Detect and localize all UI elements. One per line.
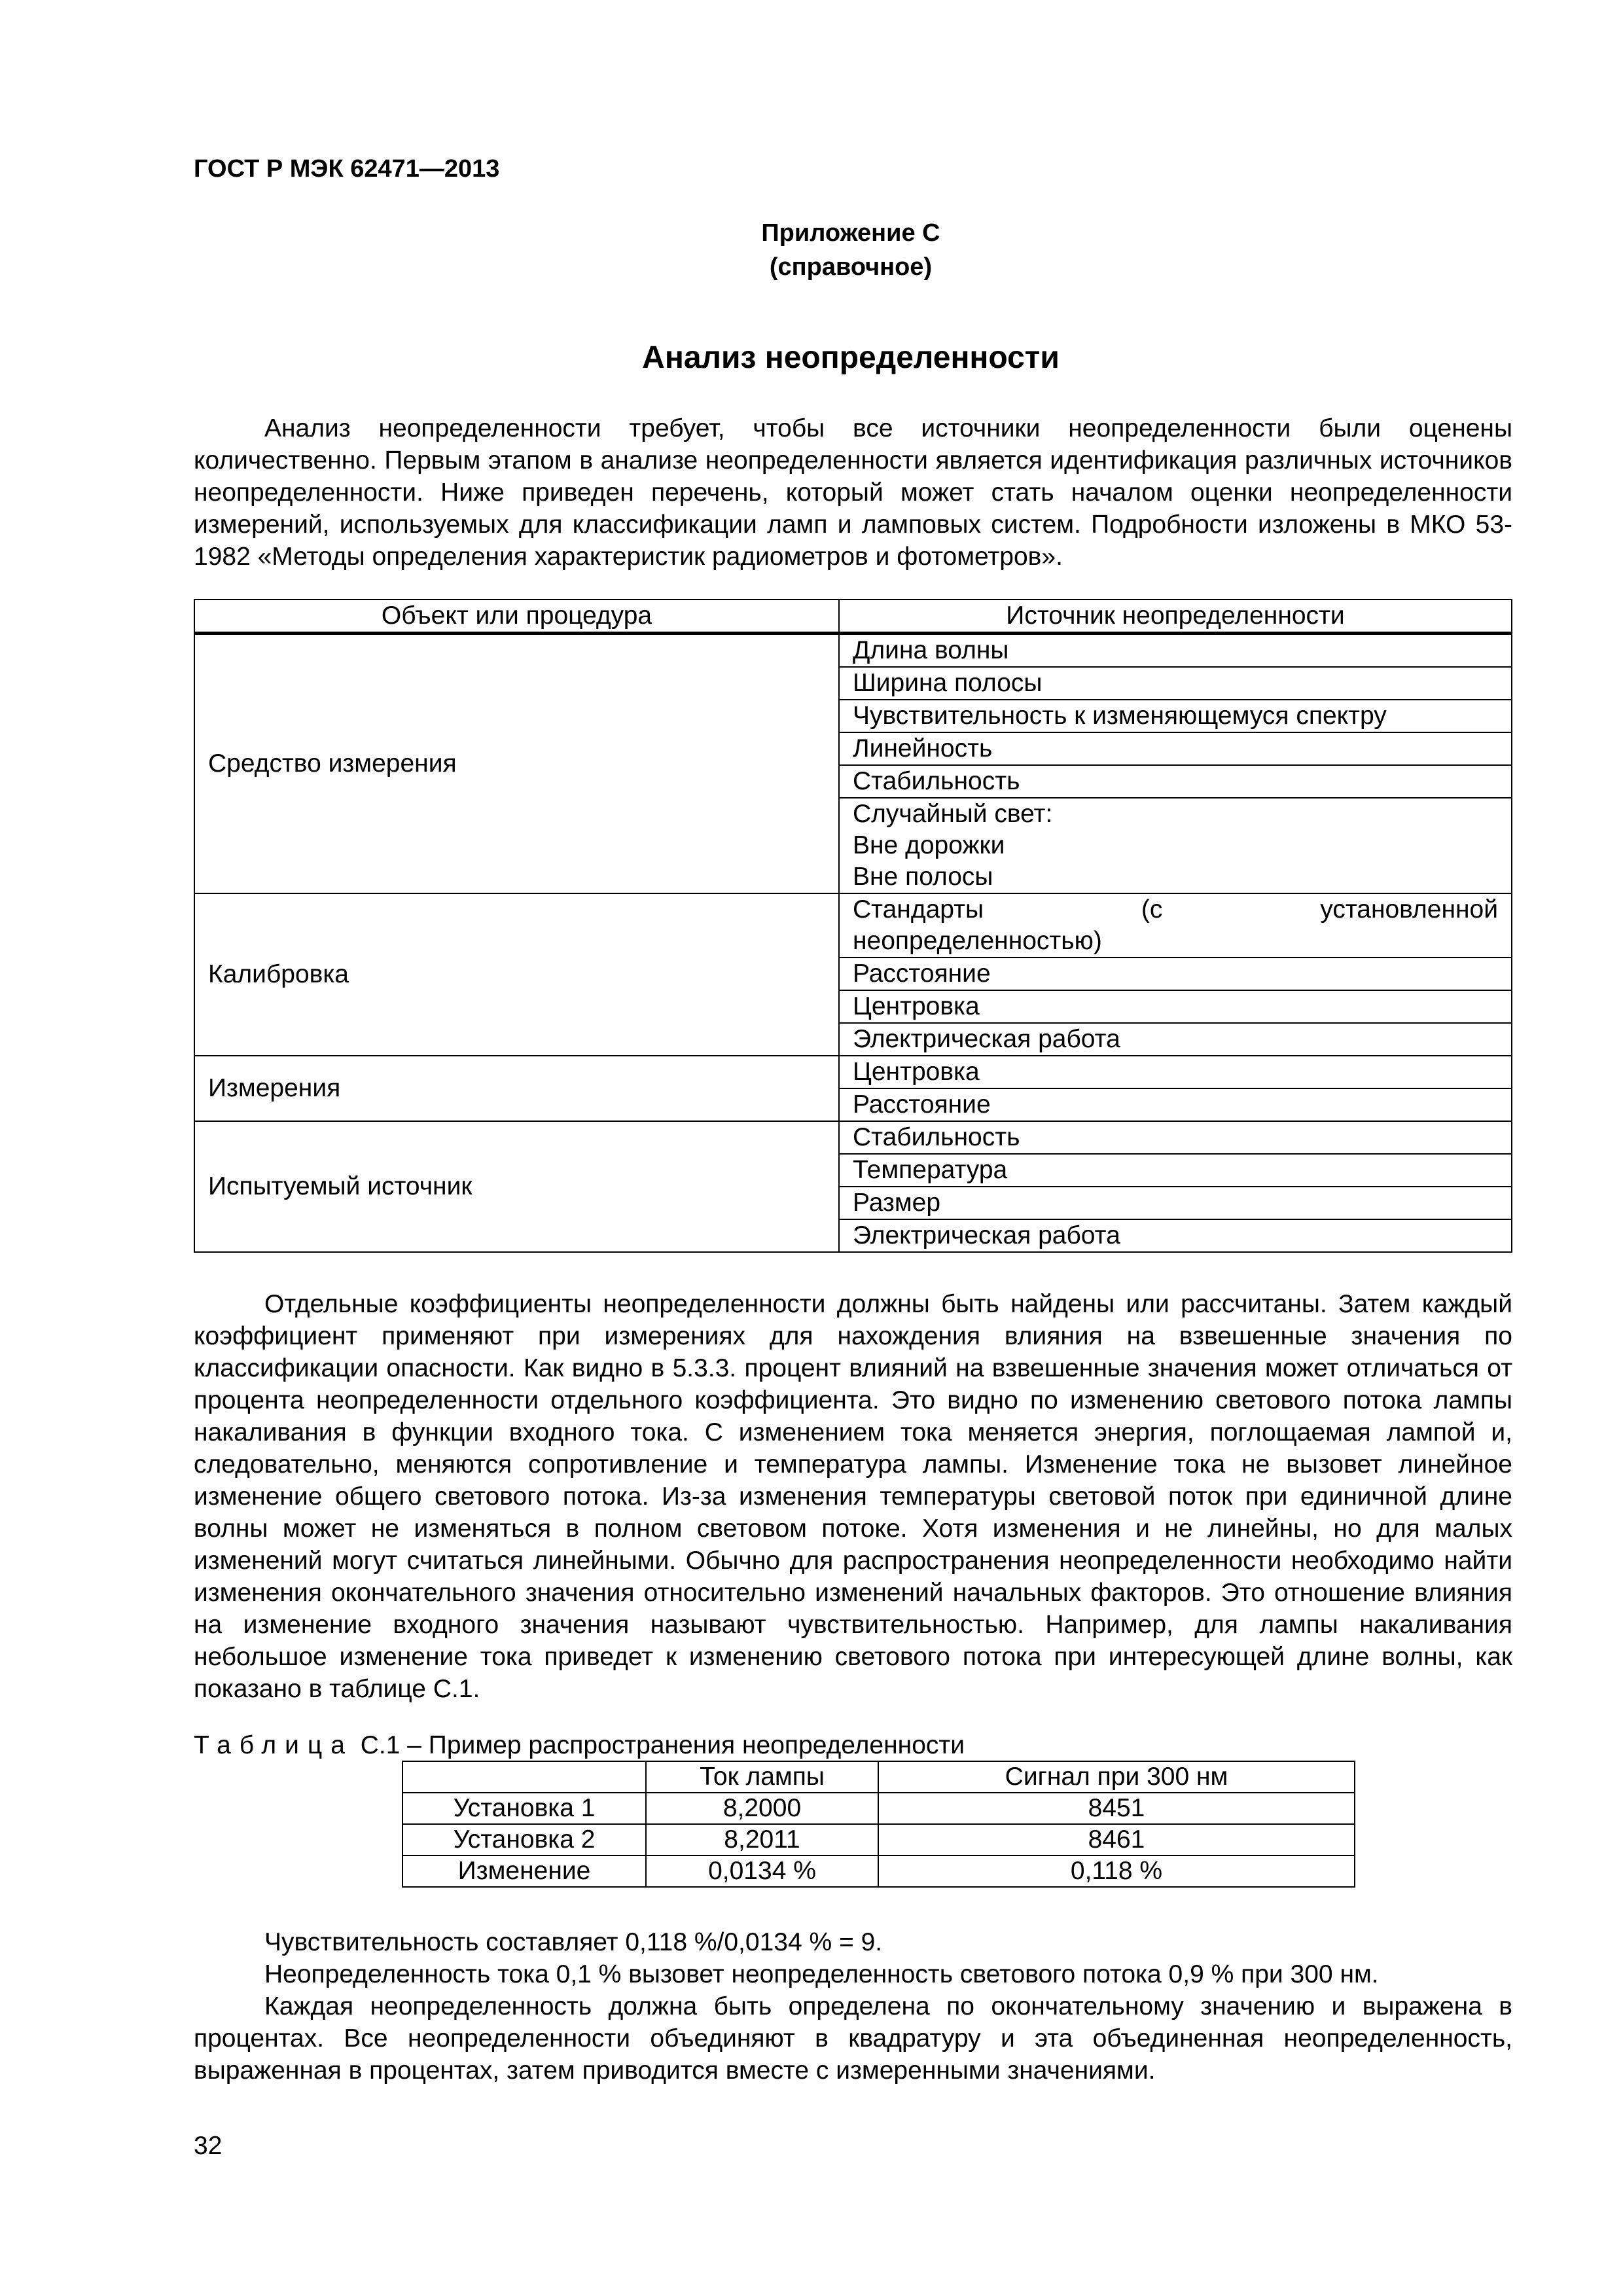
source-cell-stray-light: [839, 798, 1512, 893]
signal-value: 8461: [878, 1824, 1355, 1856]
source-line: неопределенностью): [853, 927, 1102, 955]
source-line: Стандарты (с установленной: [853, 895, 1498, 924]
source-cell: Чувствительность к изменяющемуся спектру: [839, 700, 1512, 732]
lamp-current-value: 0,0134 %: [646, 1856, 878, 1887]
conclusion-paragraphs: [194, 1926, 1512, 2087]
table-row: [194, 634, 1512, 668]
row-label: Установка 1: [402, 1793, 646, 1824]
column-header-lamp-current: Ток лампы: [646, 1761, 878, 1793]
table-row: [194, 893, 1512, 958]
combined-uncertainty-text: Каждая неопределенность должна быть определена по окончательному значению и выражена в процентах. Все неопределенности объединяют в квадратуру и эта объединенная неопределенность, выраженная в процентах, затем приводится вместе с измеренными значениями.: [194, 1992, 1512, 2085]
table-header-row: [194, 600, 1512, 634]
source-cell-standards: [839, 893, 1512, 958]
column-header-signal: Сигнал при 300 нм: [878, 1761, 1355, 1793]
caption-text: С.1 – Пример распространения неопределенности: [353, 1731, 965, 1759]
source-cell: Ширина полосы: [839, 667, 1512, 700]
lamp-current-value: 8,2000: [646, 1793, 878, 1824]
table-header-row: [402, 1761, 1355, 1793]
table-c1: [402, 1761, 1355, 1888]
annex-label: Приложение С: [761, 219, 940, 247]
document-code: ГОСТ Р МЭК 62471—2013: [194, 155, 500, 183]
intro-text: Анализ неопределенности требует, чтобы все источники неопределенности были оценены количественно. Первым этапом в анализе неопределенности является идентификация различных источников неопределенности. Ниже приведен перечень, который может стать началом оценки неопределенности измерений, используемых для классификации ламп и ламповых систем. Подробности изложены в МКО 53-1982 «Методы определения характеристик радиометров и фотометров».: [194, 414, 1512, 571]
sensitivity-line: Чувствительность составляет 0,118 %/0,0134 % = 9.: [264, 1928, 883, 1956]
current-uncertainty-line: Неопределенность тока 0,1 % вызовет неопределенность светового потока 0,9 % при 300 нм.: [264, 1960, 1379, 1988]
table-c1-caption: [194, 1729, 965, 1761]
source-cell: Температура: [839, 1154, 1512, 1187]
source-line: Вне дорожки: [853, 831, 1005, 859]
column-header-empty: [402, 1761, 646, 1793]
signal-value: 0,118 %: [878, 1856, 1355, 1887]
object-cell: Средство измерения: [194, 634, 839, 894]
table-row: [402, 1793, 1355, 1824]
table-row: [194, 1056, 1512, 1088]
source-cell: Расстояние: [839, 1088, 1512, 1121]
column-header-source: Источник неопределенности: [839, 600, 1512, 634]
lamp-current-value: 8,2011: [646, 1824, 878, 1856]
source-cell: Стабильность: [839, 765, 1512, 798]
source-cell: Центровка: [839, 1056, 1512, 1088]
table-row: [402, 1824, 1355, 1856]
body-paragraph: [194, 1288, 1512, 1705]
source-cell: Линейность: [839, 732, 1512, 765]
object-cell: Измерения: [194, 1056, 839, 1121]
page-title: Анализ неопределенности: [642, 340, 1060, 375]
caption-label: Таблица: [194, 1731, 353, 1759]
source-cell: Стабильность: [839, 1121, 1512, 1154]
annex-type: (справочное): [769, 253, 933, 281]
body-text: Отдельные коэффициенты неопределенности должны быть найдены или рассчитаны. Затем каждый коэффициент применяют при измерениях для нахождения влияния на взвешенные значения по классификации опасности. Как видно в 5.3.3. процент влияний на взвешенные значения может отличаться от процента неопределенности отдельного коэффициента. Это видно по изменению светового потока лампы накаливания в функции входного тока. С изменением тока меняется энергия, поглощаемая лампой и, следовательно, меняются сопротивление и температура лампы. Изменение тока не вызовет линейное изменение общего светового потока. Из-за изменения температуры световой поток при единичной длине волны может не изменяться в полном световом потоке. Хотя изменения и не линейны, но для малых изменений могут считаться линейными. Обычно для распространения неопределенности необходимо найти изменения окончательного значения относительно изменений начальных факторов. Это отношение влияния на изменение входного значения называют чувствительностью. Например, для лампы накаливания небольшое изменение тока приведет к изменению светового потока при интересующей длине волны, как показано в таблице С.1.: [194, 1290, 1512, 1703]
object-cell: Калибровка: [194, 893, 839, 1056]
source-cell: Расстояние: [839, 958, 1512, 990]
column-header-object: Объект или процедура: [194, 600, 839, 634]
source-line: Случайный свет:: [853, 800, 1053, 828]
source-cell: Размер: [839, 1187, 1512, 1219]
row-label: Установка 2: [402, 1824, 646, 1856]
signal-value: 8451: [878, 1793, 1355, 1824]
page-number: 32: [194, 2132, 223, 2160]
source-cell: Электрическая работа: [839, 1023, 1512, 1056]
source-cell: Центровка: [839, 990, 1512, 1023]
table-row: [194, 1121, 1512, 1154]
uncertainty-sources-table: [194, 599, 1512, 1253]
table-row: [402, 1856, 1355, 1887]
row-label: Изменение: [402, 1856, 646, 1887]
source-cell: Электрическая работа: [839, 1219, 1512, 1252]
object-cell: Испытуемый источник: [194, 1121, 839, 1252]
source-cell: Длина волны: [839, 634, 1512, 668]
intro-paragraph: [194, 412, 1512, 573]
annex-heading: [654, 216, 1047, 284]
source-line: Вне полосы: [853, 863, 993, 891]
